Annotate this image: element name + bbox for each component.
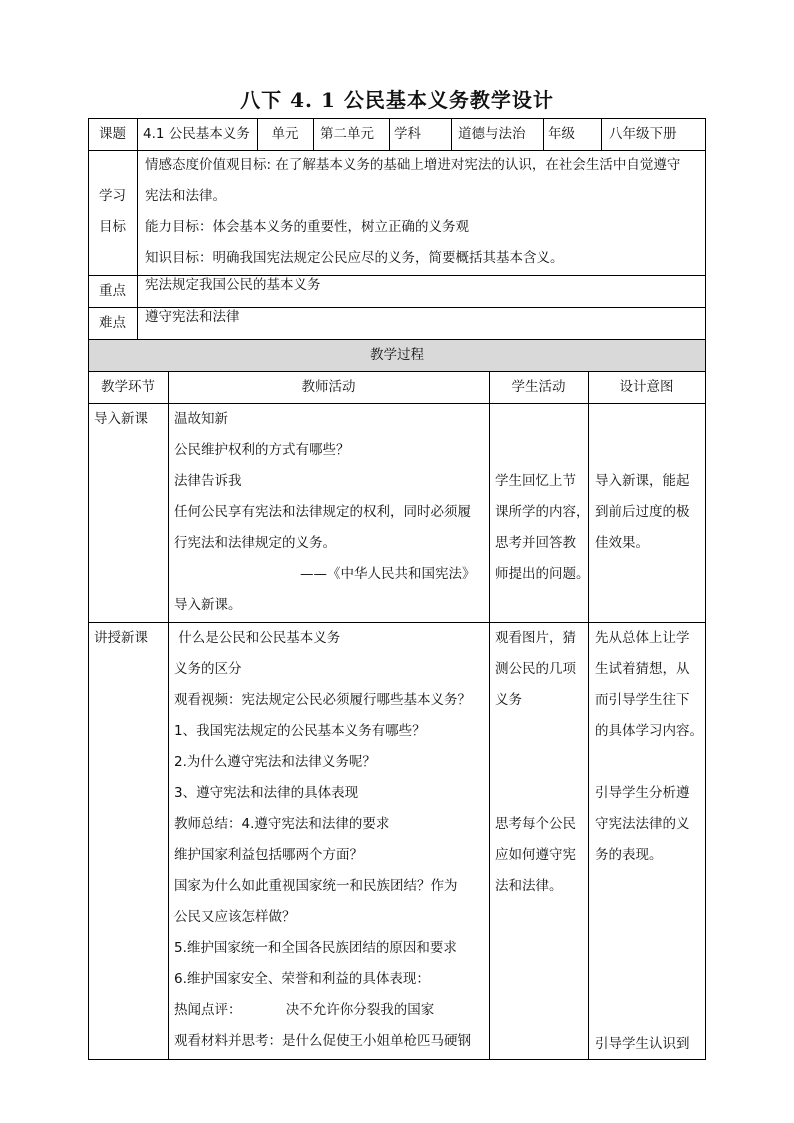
col-teacher: 教师活动: [301, 379, 356, 395]
lecture-teacher-line: 国家为什么如此重视国家统一和民族团结？作为: [174, 878, 458, 894]
intro-teacher-line: 行宪法和法律规定的义务。: [174, 535, 336, 551]
goal-line: 宪法和法律。: [145, 188, 226, 204]
unit-value: 第二单元: [320, 126, 374, 142]
lecture-student-line: 思考每个公民: [495, 816, 576, 832]
goal-line: 能力目标：体会基本义务的重要性，树立正确的义务观: [145, 219, 469, 235]
lecture-teacher-line: 观看视频：宪法规定公民必须履行哪些基本义务？: [174, 692, 471, 708]
lecture-teacher-line: 观看材料并思考：是什么促使王小姐单枪匹马硬钢: [174, 1033, 471, 1049]
lecture-teacher-line: 义务的区分: [174, 661, 242, 677]
intro-teacher-line: 公民维护权利的方式有哪些？: [174, 442, 350, 458]
lecture-teacher-line: 什么是公民和公民基本义务: [174, 630, 341, 646]
unit-label: 单元: [271, 126, 299, 142]
intro-teacher-quote: ——《中华人民共和国宪法》: [300, 566, 476, 582]
table-line: [389, 118, 390, 150]
lecture-intent-c: 引导学生认识到: [595, 1036, 690, 1052]
process-heading: 教学过程: [370, 347, 424, 363]
goal-line: 知识目标：明确我国宪法规定公民应尽的义务，简要概括其基本含义。: [145, 250, 564, 266]
table-line: [601, 118, 602, 150]
col-intent: 设计意图: [619, 379, 674, 395]
table-line: [313, 118, 314, 150]
lecture-student-b: [495, 809, 576, 902]
page-title: 八下 4. 1 公民基本义务教学设计: [240, 88, 554, 112]
intro-student-line: 师提出的问题。: [495, 566, 590, 582]
difficulty-label: 难点: [99, 315, 126, 331]
lecture-teacher: [174, 623, 471, 1057]
intro-teacher: [174, 404, 476, 621]
table-line: [451, 118, 452, 150]
goals-label-2: 目标: [99, 219, 126, 235]
intro-student: [495, 466, 590, 590]
intro-teacher-line: 任何公民享有宪法和法律规定的权利，同时必须履: [174, 504, 471, 520]
intro-teacher-line: 法律告诉我: [174, 473, 242, 489]
grade-value: 八年级下册: [609, 126, 677, 142]
table-line: [137, 150, 138, 339]
lecture-student-line: 测公民的几项: [495, 661, 576, 677]
grade-label: 年级: [548, 126, 575, 142]
lecture-intent-b: [595, 778, 690, 871]
lecture-teacher-line: 公民又应该怎样做？: [174, 909, 296, 925]
lecture-teacher-line: 1、我国宪法规定的公民基本义务有哪些？: [174, 723, 426, 739]
lecture-stage: 讲授新课: [94, 630, 148, 646]
lecture-intent-line: 务的表现。: [595, 847, 663, 863]
table-line: [543, 118, 544, 150]
lecture-student-line: 法和法律。: [495, 878, 563, 894]
intro-intent: [595, 466, 690, 559]
hot-topic-title: 决不允许你分裂我的国家: [285, 1002, 435, 1018]
intro-student-line: 思考并回答教: [495, 535, 576, 551]
topic-value: 4.1 公民基本义务: [143, 126, 250, 142]
lecture-student-line: 应如何遵守宪: [495, 847, 576, 863]
lecture-intent-line: 而引导学生往下: [595, 692, 690, 708]
intro-teacher-line: 温故知新: [174, 411, 228, 427]
table-line: [137, 118, 138, 150]
key-point-label: 重点: [99, 283, 126, 299]
table-line: [88, 118, 89, 1060]
lecture-teacher-line: 3、遵守宪法和法律的具体表现: [174, 785, 359, 801]
lecture-intent-line: 生试着猜想，从: [595, 661, 690, 677]
col-student: 学生活动: [511, 379, 566, 395]
intro-intent-line: 导入新课，能起: [595, 473, 690, 489]
lecture-intent-line: 引导学生分析遵: [595, 785, 690, 801]
lecture-student-line: 义务: [495, 692, 522, 708]
col-stage: 教学环节: [101, 379, 155, 395]
lecture-teacher-line: 维护国家利益包括哪两个方面？: [174, 847, 363, 863]
lecture-intent-a: [595, 623, 703, 747]
table-line: [168, 371, 169, 1059]
intro-intent-line: 佳效果。: [595, 535, 649, 551]
table-line: [489, 371, 490, 1059]
lecture-teacher-hot-topic: [174, 995, 471, 1026]
intro-intent-line: 到前后过度的极: [595, 504, 690, 520]
lecture-teacher-line: 2.为什么遵守宪法和法律义务呢？: [174, 754, 376, 770]
hot-topic-label: 热闻点评：: [174, 1002, 242, 1018]
key-point-text: 宪法规定我国公民的基本义务: [145, 277, 321, 293]
subject-label: 学科: [394, 126, 421, 142]
goal-line: 情感态度价值观目标: 在了解基本义务的基础上增进对宪法的认识，在社会生活中自觉遵守: [145, 157, 681, 173]
lecture-teacher-line: 教师总结：4.遵守宪法和法律的要求: [174, 816, 390, 832]
table-line: [705, 118, 706, 1060]
lecture-student-a: [495, 623, 576, 716]
lecture-teacher-line: 6.维护国家安全、荣誉和利益的具体表现：: [174, 971, 430, 987]
lecture-intent-line: 守宪法法律的义: [595, 816, 690, 832]
difficulty-text: 遵守宪法和法律: [145, 309, 240, 325]
intro-student-line: 课所学的内容，: [495, 504, 590, 520]
lecture-student-line: 观看图片，猜: [495, 630, 576, 646]
goals-text: [145, 150, 680, 274]
intro-student-line: 学生回忆上节: [495, 473, 576, 489]
lecture-intent-line: 的具体学习内容。: [595, 723, 703, 739]
topic-label: 课题: [99, 126, 126, 142]
subject-value: 道德与法治: [458, 126, 526, 142]
lecture-intent-line: 先从总体上让学: [595, 630, 690, 646]
intro-teacher-line: 导入新课。: [174, 597, 242, 613]
intro-stage: 导入新课: [94, 411, 148, 427]
lecture-teacher-line: 5.维护国家统一和全国各民族团结的原因和要求: [174, 940, 457, 956]
goals-label-1: 学习: [99, 188, 126, 204]
